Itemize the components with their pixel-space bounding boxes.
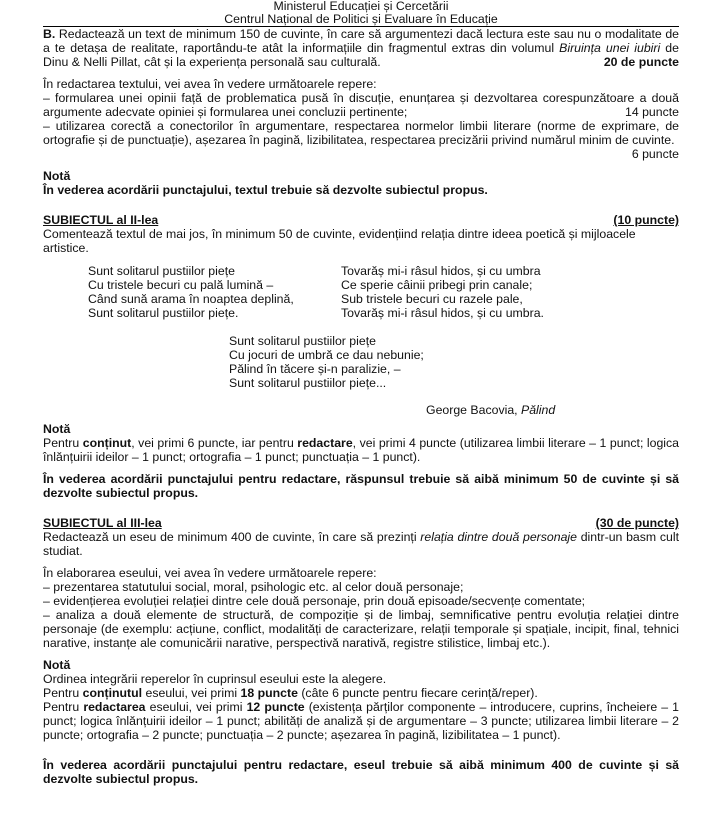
- part-b-item1: – formularea unei opinii față de problematica pusă în discuție, enunțarea și dezvoltarea corespunzătoare a două argumente adecvate opiniei și formularea unei concluzii pertinente; 14 puncte: [43, 91, 679, 119]
- part-b-label: B.: [43, 27, 56, 41]
- subject3-note-1: Ordinea integrării reperelor în cuprinsul eseului este la alegere.: [43, 672, 387, 686]
- subject2-instruction: Comentează textul de mai jos, în minimum 50 de cuvinte, evidențiind relația dintre ideea poetică și mijloacele artistice.: [43, 227, 636, 255]
- part-b-intro: În redactarea textului, vei avea în vedere următoarele repere:: [43, 77, 377, 91]
- book-title: Biruința unei iubiri: [559, 41, 661, 55]
- subject3-intro: În elaborarea eseului, vei avea în vedere următoarele repere:: [43, 566, 377, 580]
- verse: Sunt solitarul pustiilor piețe: [88, 264, 235, 278]
- page-header: [43, 0, 679, 27]
- poem-title: Pălind: [521, 403, 556, 417]
- part-b-note-text: În vederea acordării punctajului, textul trebuie să dezvolte subiectul propus.: [43, 183, 488, 197]
- ministry-name: Ministerul Educației și Cercetării: [273, 0, 449, 13]
- exam-page: [43, 0, 679, 786]
- verse: Sunt solitarul pustiilor piețe: [229, 334, 376, 348]
- item2-points: 6 puncte: [631, 147, 679, 161]
- verse: Cu tristele becuri cu pală lumină –: [88, 278, 274, 292]
- verse: Cu jocuri de umbră ce dau nebunie;: [229, 348, 424, 362]
- subject3-final-note: În vederea acordării punctajului pentru redactare, eseul trebuie să aibă minimum 400 de cuvinte și să dezvolte subiectul propus.: [43, 758, 679, 786]
- poem-attribution: [426, 403, 679, 417]
- verse: Sunt solitarul pustiilor piețe.: [88, 306, 239, 320]
- subject3-points: (30 de puncte): [595, 516, 679, 530]
- subject2-title: SUBIECTUL al II-lea: [43, 213, 159, 227]
- subject3-heading: [43, 516, 679, 530]
- subject3-title: SUBIECTUL al III-lea: [43, 516, 162, 530]
- stanza-2: [341, 264, 641, 320]
- subject2-note-p1: Pentru conținut, vei primi 6 puncte, iar pentru redactare, vei primi 4 puncte (utilizarea limbii literare – 1 punct; logica înlănțuirii ideilor – 1 punct; ortografia – 1 punct; punctuația – 1 punct).: [43, 436, 680, 464]
- verse: Tovarăș mi-i râsul hidos, și cu umbra.: [341, 306, 544, 320]
- part-b-points: 20 de puncte: [603, 55, 679, 69]
- verse: Tovarăș mi-i râsul hidos, și cu umbra: [341, 264, 541, 278]
- poem-stanzas: [43, 264, 679, 320]
- subject2-note-title: Notă: [43, 422, 71, 436]
- part-b-note-title: Notă: [43, 169, 71, 183]
- center-name: Centrul Național de Politici și Evaluare în Educație: [224, 12, 498, 26]
- verse: Sunt solitarul pustiilor piețe...: [229, 376, 387, 390]
- verse: Când sună arama în noaptea deplină,: [88, 292, 294, 306]
- part-b-item2: – utilizarea corectă a conectorilor în argumentare, respectarea normelor limbii literare (norme de exprimare, de ortografie și de punctuație), așezarea în pagină, lizibilitatea, respectarea precizării privind numărul minim de cuvinte.: [43, 119, 679, 147]
- stanza-1: [88, 264, 341, 320]
- subject2-heading: [43, 213, 679, 227]
- subject3-note-2: Pentru conținutul eseului, vei primi 18 puncte (câte 6 puncte pentru fiecare cerință/reper).: [43, 686, 538, 700]
- item1-points: 14 puncte: [624, 105, 679, 119]
- subject3-note-3: Pentru redactarea eseului, vei primi 12 puncte (existența părților componente – introducere, cuprins, încheiere – 1 punct; logica înlănțuirii ideilor – 1 punct; abilități de analiză și de argumentare – 3 puncte; utilizarea limbii literare – 2 puncte; ortografia – 2 puncte; punctuația – 2 puncte; așezarea în pagină, lizibilitatea – 1 punct).: [43, 700, 679, 742]
- poem-author: George Bacovia,: [426, 403, 522, 417]
- subject2-note-p2: În vederea acordării punctajului pentru redactare, răspunsul trebuie să aibă minimum 50 de cuvinte și să dezvolte subiectul propus.: [43, 472, 679, 500]
- verse: Pălind în tăcere și-n paralizie, –: [229, 362, 401, 376]
- subject3-reper1: – prezentarea statutului social, moral, psihologic etc. al celor două personaje;: [43, 580, 464, 594]
- subject3-reper2: – evidențierea evoluției relației dintre cele două personaje, prin două episoade/secvențe comentate;: [43, 594, 586, 608]
- verse: Ce sperie câinii pribegi prin canale;: [341, 278, 533, 292]
- subject2-points: (10 puncte): [613, 213, 679, 227]
- subject3-reper3: – analiza a două elemente de structură, de compoziție și de limbaj, semnificative pentru evoluția relației dintre personaje (de exemplu: acțiune, conflict, modalități de caracterizare, relații temporale și spațiale, incipit, final, tehnici narative, instanțe ale comunicării narative, perspectivă narativă, registre stilistice, limbaj etc.).: [43, 608, 679, 650]
- verse: Sub tristele becuri cu razele pale,: [341, 292, 523, 306]
- subject3-instruction: Redactează un eseu de minimum 400 de cuvinte, în care să prezinți relația dintre două personaje dintr-un basm cult studiat.: [43, 530, 679, 558]
- part-b-task: B. Redactează un text de minimum 150 de cuvinte, în care să argumentezi dacă lectura este sau nu o modalitate de a te detașa de realitate, raportându-te atât la informațiile din fragmentul extras din volumul Biruința unei iubiri de Dinu & Nelli Pillat, cât și la experiența personală sau culturală. 20 de puncte: [43, 27, 679, 69]
- stanza-3: [229, 334, 679, 390]
- subject3-note-title: Notă: [43, 658, 71, 672]
